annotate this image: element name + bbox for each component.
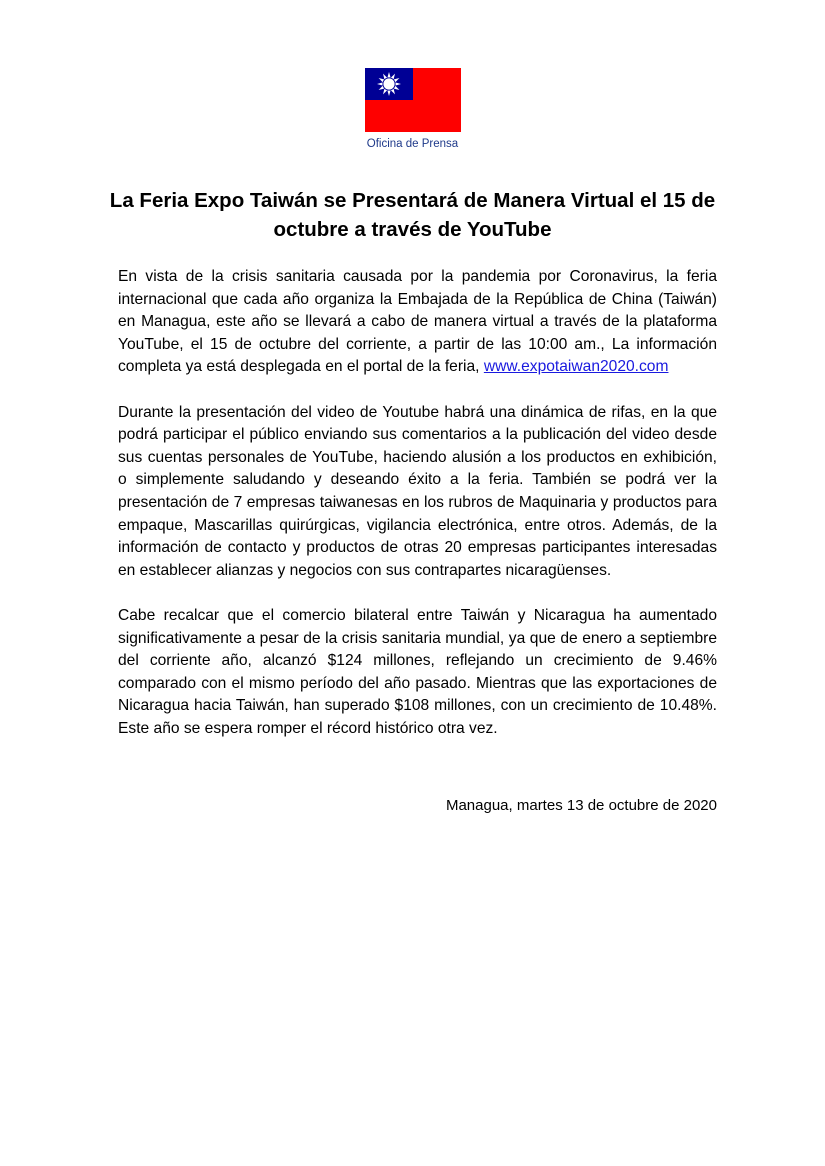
date-line: Managua, martes 13 de octubre de 2020 [445, 797, 717, 814]
office-label: Oficina de Prensa [366, 138, 459, 150]
paragraph-3: Cabe recalcar que el comercio bilateral entre Taiwán y Nicaragua ha aumentado significativamente a pesar de la crisis sanitaria mundial, ya que de enero a septiembre del corriente año, alcanzó $124 millones, reflejando un crecimiento de 9.46% comparado con el mismo período del año pasado. Mientras que las exportaciones de Nicaragua hacia Taiwán, han superado $108 millones, con un crecimiento de 10.48%. Este año se espera romper el récord histórico otra vez. [118, 606, 717, 737]
article-body [118, 266, 717, 740]
paragraph-1 [118, 266, 717, 379]
letterhead [0, 68, 825, 150]
paragraph-1-text: En vista de la crisis sanitaria causada por la pandemia por Coronavirus, la feria internacional que cada año organiza la Embajada de la República de China (Taiwán) en Managua, este año se llevará a cabo de manera virtual a través de la plataforma YouTube, el 15 de octubre del corriente, a partir de las 10:00 am., La información completa ya está desplegada en el portal de la feria, [118, 268, 717, 376]
paragraph-2: Durante la presentación del video de Youtube habrá una dinámica de rifas, en la que podrá participar el público enviando sus comentarios a la publicación del video desde sus cuentas personales de YouTube, haciendo alusión a los productos en exhibición, o simplemente saludando y deseando éxito a la feria. También se podrá ver la presentación de 7 empresas taiwanesas en los rubros de Maquinaria y productos para empaque, Mascarillas quirúrgicas, vigilancia electrónica, entre otros. Además, de la información de contacto y productos de otras 20 empresas participantes interesadas en establecer alianzas y negocios con sus contrapartes nicaragüenses. [118, 403, 717, 579]
expo-website-link[interactable]: www.expotaiwan2020.com [483, 358, 669, 376]
taiwan-flag-icon [365, 68, 461, 132]
page-title: La Feria Expo Taiwán se Presentará de Manera Virtual el 15 de octubre a través de YouTube [109, 189, 716, 241]
